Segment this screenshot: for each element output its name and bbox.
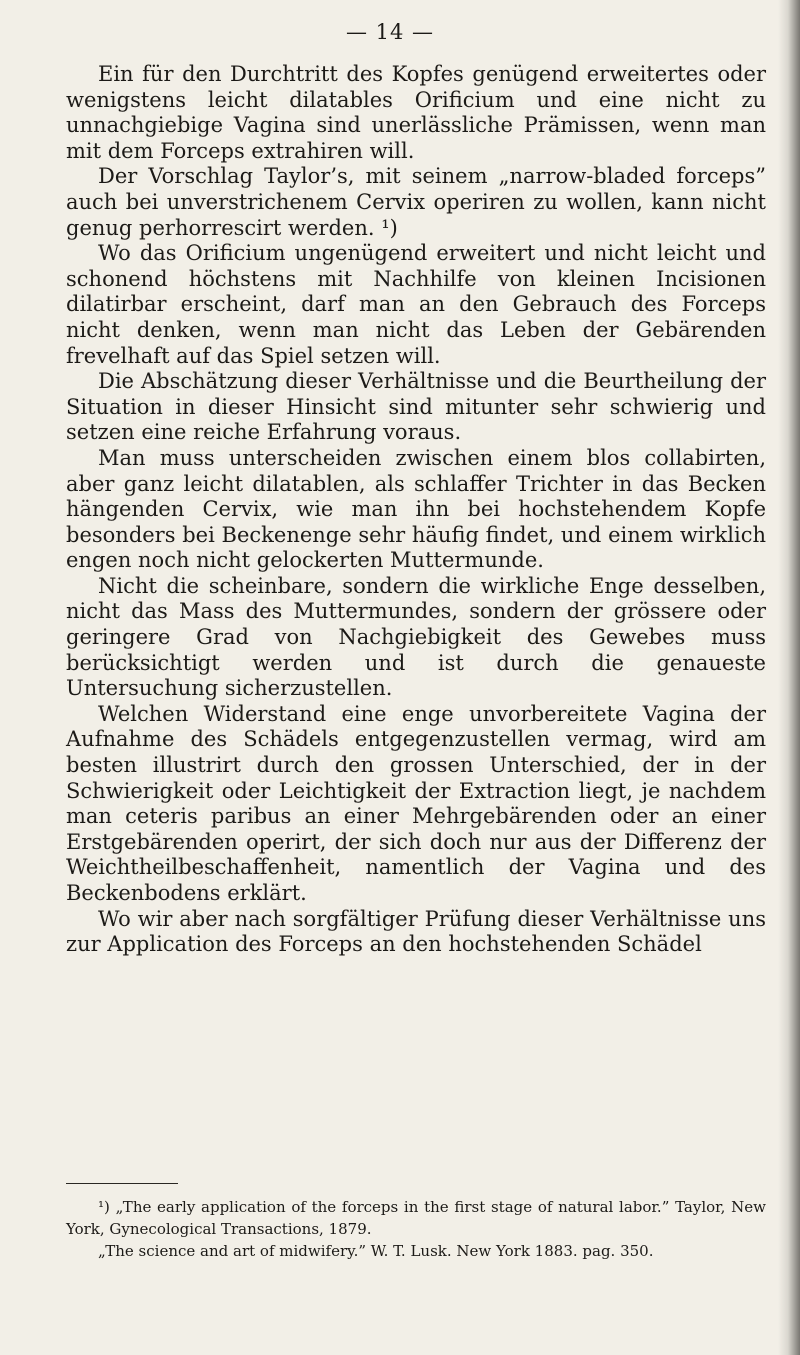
paragraph: Man muss unterscheiden zwischen einem blos collabirten, aber ganz leicht dilatablen, als schlaffer Trichter in das Becken hängenden Cervix, wie man ihn bei hochstehendem Kopfe besonders bei Beckenenge sehr häufig findet, und einem wirklich engen noch nicht gelockerten Muttermunde.: [66, 445, 766, 573]
paragraph: Die Abschätzung dieser Verhältnisse und die Beurtheilung der Situation in dieser Hinsicht sind mitunter sehr schwierig und setzen eine reiche Erfahrung voraus.: [66, 369, 766, 445]
footnote: ¹) „The early application of the forceps in the first stage of natural labor.” Taylor, New York, Gynecological Transactions, 1879.: [66, 1198, 766, 1238]
page-edge-shadow: [778, 0, 800, 1355]
body-text: [66, 62, 766, 958]
page-number: — 14 —: [345, 20, 435, 44]
paragraph: Der Vorschlag Taylor’s, mit seinem „narrow-bladed forceps” auch bei unverstrichenem Cervix operiren zu wollen, kann nicht genug perhorrescirt werden. ¹): [66, 164, 766, 240]
paragraph: Wo wir aber nach sorgfältiger Prüfung dieser Verhältnisse uns zur Application des Forceps an den hochstehenden Schädel: [66, 906, 766, 957]
paragraph: Nicht die scheinbare, sondern die wirkliche Enge desselben, nicht das Mass des Muttermundes, sondern der grössere oder geringere Grad von Nachgiebigkeit des Gewebes muss berücksichtigt werden und ist durch die genaueste Untersuchung sicherzustellen.: [66, 573, 766, 701]
footnote-divider: [66, 1183, 178, 1184]
paragraph: Welchen Widerstand eine enge unvorbereitete Vagina der Aufnahme des Schädels entgegenzustellen vermag, wird am besten illustrirt durch den grossen Unterschied, der in der Schwierigkeit oder Leichtigkeit der Extraction liegt, je nachdem man ceteris paribus an einer Mehrgebärenden oder an einer Erstgebärenden operirt, der sich doch nur aus der Differenz der Weichtheilbeschaffenheit, namentlich der Vagina und des Beckenbodens erklärt.: [66, 701, 766, 905]
paragraph: Wo das Orificium ungenügend erweitert und nicht leicht und schonend höchstens mit Nachhilfe von kleinen Incisionen dilatirbar erscheint, darf man an den Gebrauch des Forceps nicht denken, wenn man nicht das Leben der Gebärenden frevelhaft auf das Spiel setzen will.: [66, 241, 766, 368]
footnote: „The science and art of midwifery.” W. T. Lusk. New York 1883. pag. 350.: [98, 1242, 654, 1260]
footnotes: [66, 1196, 766, 1262]
paragraph: Ein für den Durchtritt des Kopfes genügend erweitertes oder wenigstens leicht dilatables Orificium und eine nicht zu unnachgiebige Vagina sind unerlässliche Prämissen, wenn man mit dem Forceps extrahiren will.: [66, 62, 766, 163]
